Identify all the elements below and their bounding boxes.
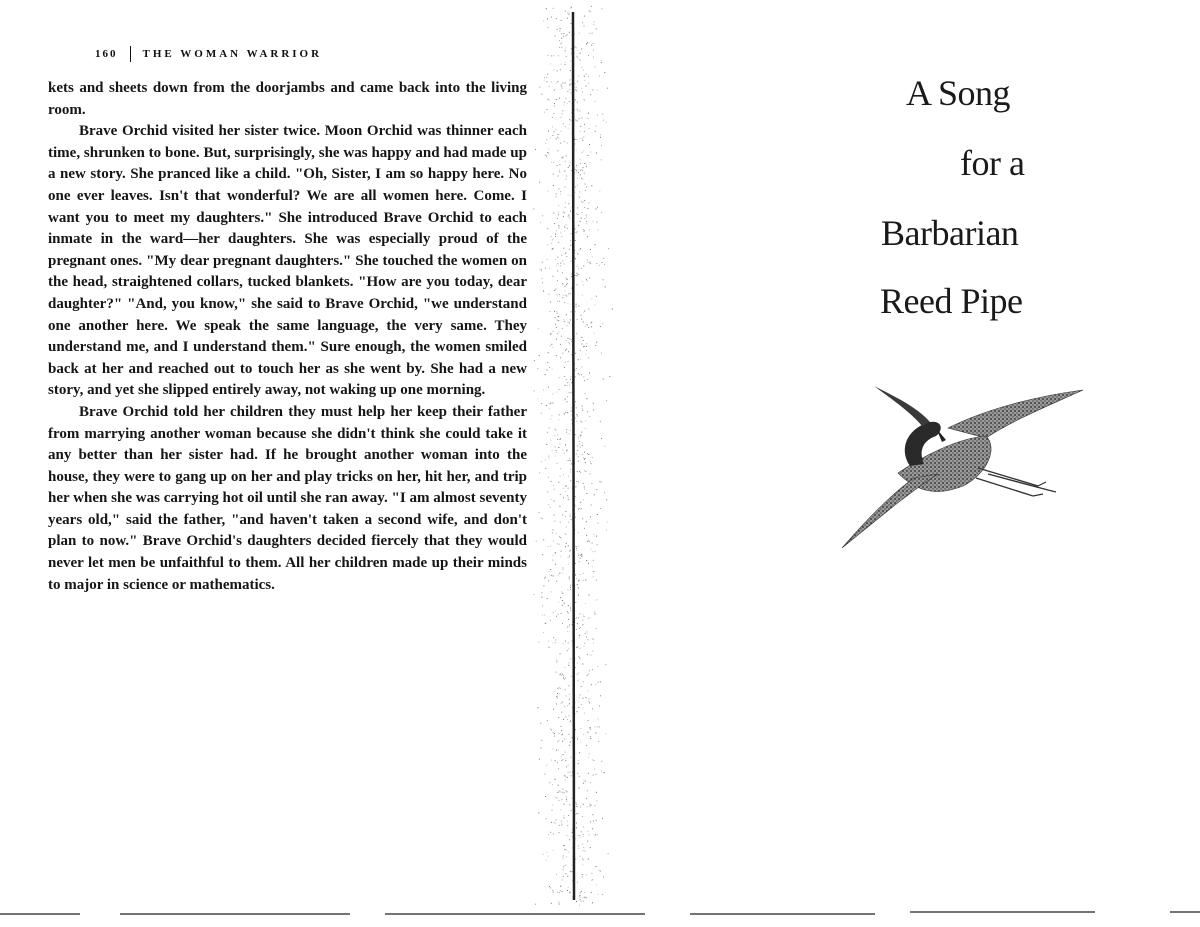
book-gutter [500, 0, 620, 910]
title-line: for a [960, 143, 1025, 183]
chapter-title [860, 72, 1060, 352]
flying-crane-illustration [838, 378, 1088, 558]
running-head: THE WOMAN WARRIOR [142, 48, 323, 60]
body-text [48, 78, 527, 596]
page-number: 160 [95, 48, 118, 60]
running-header [95, 46, 322, 62]
title-line: A Song [906, 73, 1011, 113]
header-divider [130, 46, 131, 62]
scan-edge-lines [0, 905, 1200, 927]
title-line: Barbarian [881, 213, 1019, 253]
paragraph: Brave Orchid visited her sister twice. Moon Orchid was thinner each time, shrunken to bone. But, surprisingly, she was happy and had made up a new story. She pranced like a child. "Oh, Sister, I am so happy here. No one ever leaves. Isn't that wonderful? We are all women here. Come. I want you to meet my daughters." She introduced Brave Orchid to each inmate in the ward—her daughters. She was especially proud of the pregnant ones. "My dear pregnant daughters." She touched the women on the head, straightened collars, tucked blankets. "How are you today, dear daughter?" "And, you know," she said to Brave Orchid, "we understand one another here. We speak the same language, the very same. They understand me, and I understand them." Sure enough, the women smiled back at her and reached out to touch her as she went by. She had a new story, and yet she slipped entirely away, not waking up one morning. [48, 123, 527, 399]
paragraph: kets and sheets down from the doorjambs and came back into the living room. [48, 80, 527, 118]
title-line: Reed Pipe [880, 281, 1023, 321]
paragraph: Brave Orchid told her children they must help her keep their father from marrying another woman because she didn't think she could take it any better than her sister had. If he brought another woman into the house, they were to gang up on her and play tricks on her, hit her, and trip her when she was carrying hot oil until she ran away. "I am almost seventy years old," said the father, "and haven't taken a second wife, and don't plan to now." Brave Orchid's daughters decided fiercely that they would never let men be unfaithful to them. All her children made up their minds to major in science or mathematics. [48, 403, 527, 593]
